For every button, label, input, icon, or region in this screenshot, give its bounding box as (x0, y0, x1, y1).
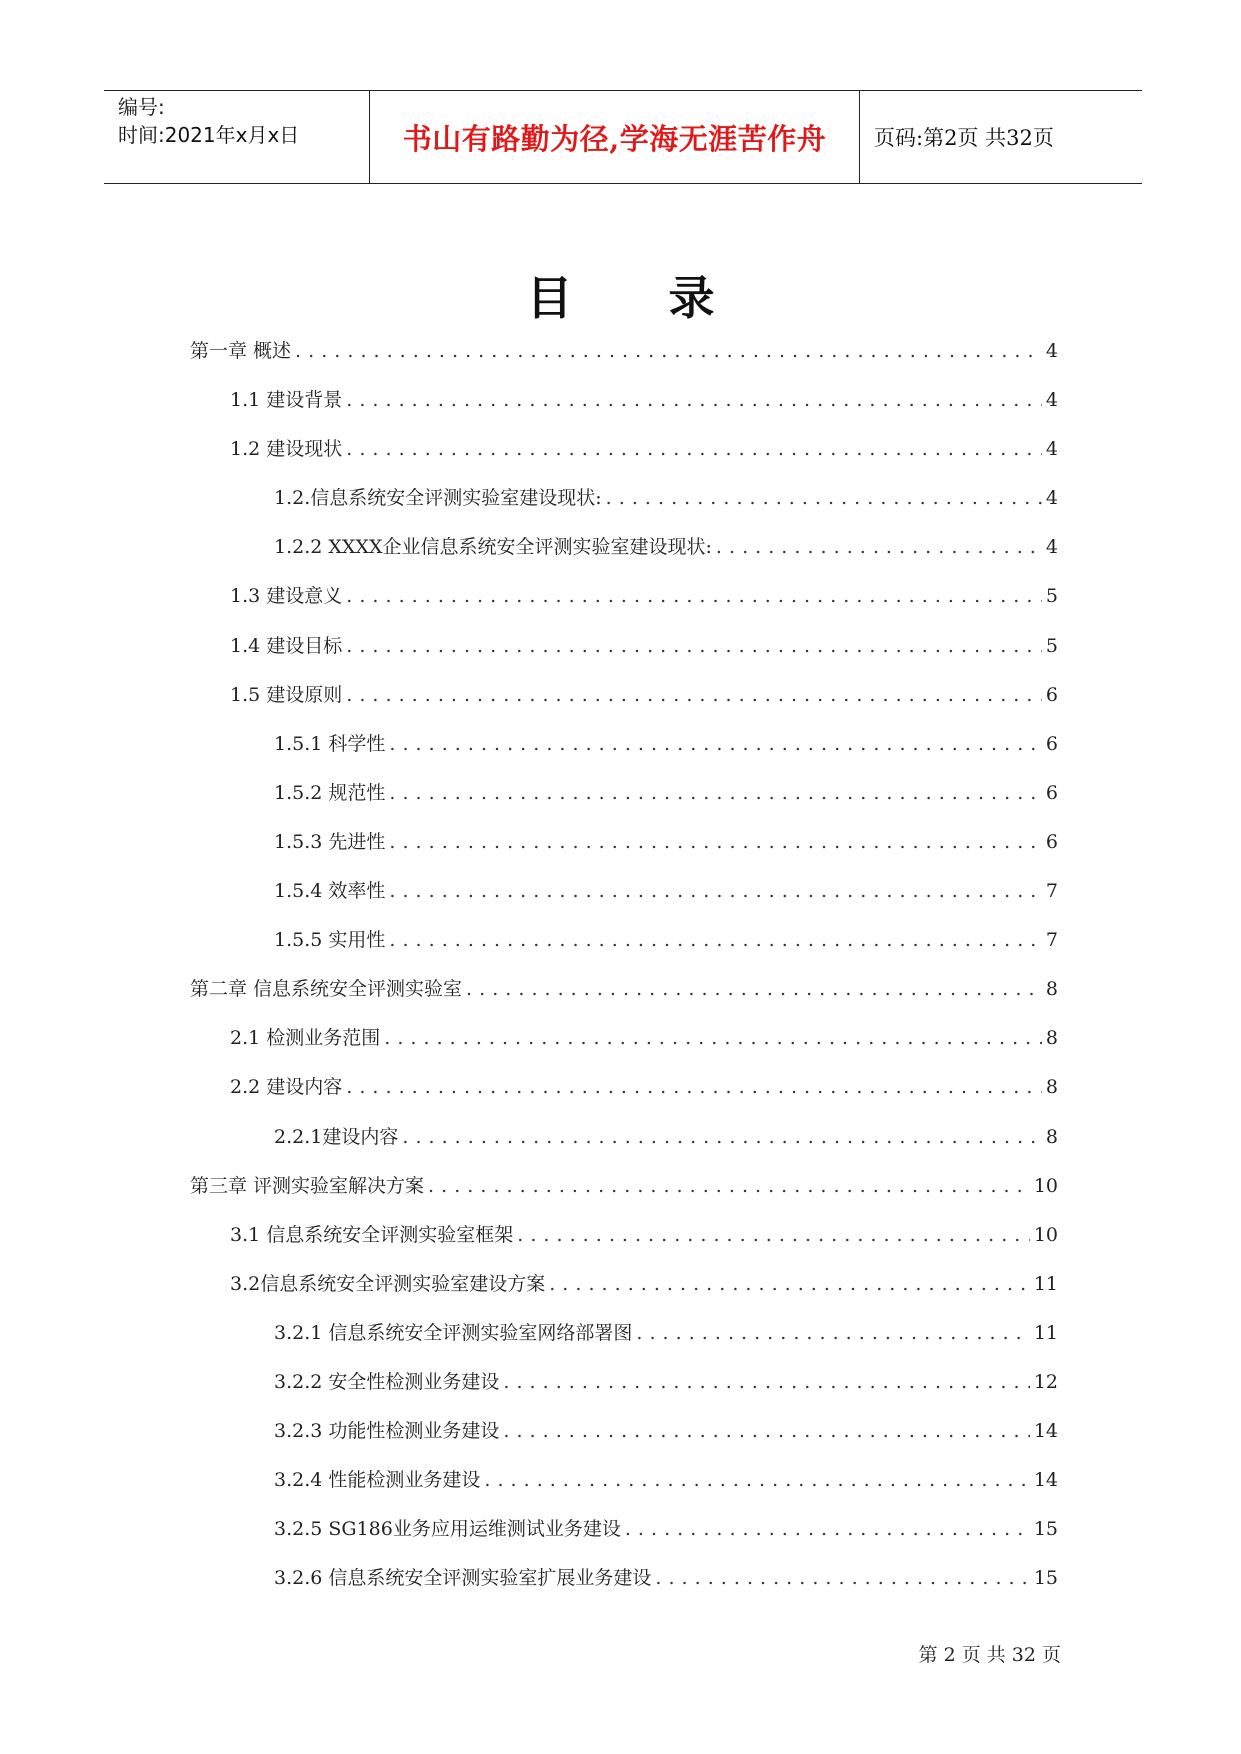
toc-entry[interactable] (0, 776, 1241, 825)
toc-entry-title: 3.2.2 安全性检测业务建设 (274, 1370, 500, 1393)
toc-leader-dots (402, 1120, 1042, 1154)
toc-title-char-2: 录 (668, 271, 715, 325)
toc-entry[interactable] (0, 1316, 1241, 1365)
toc-entry-page: 8 (1045, 1076, 1058, 1099)
toc-entry-title: 第三章 评测实验室解决方案 (190, 1174, 425, 1197)
toc-entry-page: 6 (1045, 683, 1058, 706)
header-page-label: 页码:第2页 共32页 (874, 126, 1054, 150)
toc-entry-page: 12 (1033, 1370, 1058, 1393)
toc-entry-page: 8 (1045, 1027, 1058, 1050)
toc-leader-dots (295, 334, 1042, 368)
toc-leader-dots (716, 530, 1042, 564)
toc-entry[interactable] (0, 334, 1241, 383)
toc-entry-title: 第一章 概述 (190, 340, 292, 362)
toc-leader-dots (484, 1463, 1029, 1497)
header-meta (104, 91, 370, 183)
toc-leader-dots (389, 727, 1042, 761)
toc-entry[interactable] (0, 1169, 1241, 1218)
toc-entry-page: 4 (1045, 389, 1058, 412)
toc-leader-dots (384, 1021, 1042, 1055)
toc-leader-dots (389, 923, 1042, 957)
toc-entry[interactable] (0, 1218, 1241, 1267)
toc-entry-page: 4 (1045, 536, 1058, 559)
toc-entry-page: 4 (1045, 487, 1058, 510)
toc-leader-dots (346, 432, 1042, 466)
toc-entry-title: 3.2.6 信息系统安全评测实验室扩展业务建设 (274, 1567, 652, 1590)
header-motto: 书山有路勤为径,学海无涯苦作舟 (370, 91, 860, 183)
toc-entry[interactable] (0, 1120, 1241, 1169)
toc-entry-title: 1.5.4 效率性 (274, 880, 386, 903)
toc-entry[interactable] (0, 629, 1241, 678)
toc-leader-dots (346, 629, 1042, 663)
toc-entry-page: 5 (1045, 585, 1058, 608)
toc-entry-title: 1.5.3 先进性 (274, 830, 386, 853)
toc-entry[interactable] (0, 1021, 1241, 1070)
toc-entry[interactable] (0, 1414, 1241, 1463)
document-number-label: 编号: (118, 95, 165, 119)
toc-leader-dots (503, 1365, 1029, 1399)
toc-title-char-1: 目 (526, 271, 573, 325)
toc-entry-title: 2.1 检测业务范围 (230, 1027, 381, 1050)
toc-entry[interactable] (0, 874, 1241, 923)
toc-entry-title: 1.3 建设意义 (230, 585, 343, 608)
toc-title (0, 262, 1241, 328)
toc-entry[interactable] (0, 923, 1241, 972)
toc-entry[interactable] (0, 825, 1241, 874)
toc-entry-title: 3.2.1 信息系统安全评测实验室网络部署图 (274, 1321, 633, 1344)
toc-leader-dots (606, 481, 1042, 515)
page-header (104, 90, 1142, 184)
toc-leader-dots (346, 579, 1042, 613)
toc-entry-page: 7 (1045, 929, 1058, 952)
toc-entry-page: 8 (1045, 978, 1058, 1001)
toc-entry-page: 5 (1045, 634, 1058, 657)
toc-leader-dots (466, 972, 1042, 1006)
toc-entry-title: 3.2.5 SG186业务应用运维测试业务建设 (274, 1518, 621, 1541)
toc-entry[interactable] (0, 1267, 1241, 1316)
toc-entry-title: 1.5 建设原则 (230, 683, 343, 706)
toc-leader-dots (346, 1070, 1042, 1104)
toc-leader-dots (655, 1561, 1029, 1595)
toc-leader-dots (503, 1414, 1029, 1448)
toc-entry[interactable] (0, 972, 1241, 1021)
toc-entry-page: 14 (1033, 1469, 1058, 1492)
toc-entry-page: 11 (1033, 1272, 1058, 1295)
toc-entry-title: 3.2.3 功能性检测业务建设 (274, 1420, 500, 1443)
toc-entry[interactable] (0, 1365, 1241, 1414)
toc-entry-title: 3.1 信息系统安全评测实验室框架 (230, 1223, 514, 1246)
toc-entry-page: 4 (1045, 340, 1058, 362)
toc-leader-dots (549, 1267, 1030, 1301)
toc-entry[interactable] (0, 481, 1241, 530)
toc-leader-dots (346, 383, 1042, 417)
toc-leader-dots (389, 825, 1042, 859)
toc-entry[interactable] (0, 678, 1241, 727)
toc-entry-page: 10 (1033, 1174, 1058, 1197)
toc-entry[interactable] (0, 383, 1241, 432)
toc-entry-page: 15 (1033, 1567, 1058, 1590)
toc-entry-title: 2.2.1建设内容 (274, 1125, 399, 1148)
toc-entry-page: 4 (1045, 438, 1058, 461)
toc-entry-page: 15 (1033, 1518, 1058, 1541)
toc-entry[interactable] (0, 1463, 1241, 1512)
toc-leader-dots (517, 1218, 1030, 1252)
toc-entry[interactable] (0, 1070, 1241, 1119)
toc-entry-title: 1.5.1 科学性 (274, 732, 386, 755)
toc-entry-title: 2.2 建设内容 (230, 1076, 343, 1099)
toc-entry-page: 11 (1033, 1321, 1058, 1344)
toc-leader-dots (625, 1512, 1030, 1546)
toc-entry-title: 1.2.2 XXXX企业信息系统安全评测实验室建设现状: (274, 536, 712, 559)
toc-entry-page: 7 (1045, 880, 1058, 903)
toc-entry[interactable] (0, 1561, 1241, 1610)
toc-leader-dots (428, 1169, 1030, 1203)
toc-entry-page: 10 (1033, 1223, 1058, 1246)
toc-entry-title: 1.5.5 实用性 (274, 929, 386, 952)
toc-leader-dots (389, 776, 1042, 810)
table-of-contents (0, 334, 1241, 1610)
document-time-label: 时间:2021年x月x日 (118, 123, 300, 147)
toc-entry-page: 6 (1045, 830, 1058, 853)
toc-leader-dots (346, 678, 1042, 712)
toc-entry-title: 第二章 信息系统安全评测实验室 (190, 978, 463, 1001)
toc-entry-page: 6 (1045, 732, 1058, 755)
toc-entry-page: 8 (1045, 1125, 1058, 1148)
toc-entry-title: 1.4 建设目标 (230, 634, 343, 657)
toc-entry[interactable] (0, 579, 1241, 628)
toc-leader-dots (389, 874, 1042, 908)
toc-entry-title: 3.2信息系统安全评测实验室建设方案 (230, 1272, 546, 1295)
toc-entry-title: 1.2 建设现状 (230, 438, 343, 461)
toc-entry[interactable] (0, 432, 1241, 481)
toc-entry[interactable] (0, 1512, 1241, 1561)
toc-entry-page: 6 (1045, 781, 1058, 804)
toc-entry-title: 1.2.信息系统安全评测实验室建设现状: (274, 487, 602, 510)
toc-entry-title: 1.1 建设背景 (230, 389, 343, 412)
toc-entry-page: 14 (1033, 1420, 1058, 1443)
toc-leader-dots (636, 1316, 1029, 1350)
toc-entry[interactable] (0, 530, 1241, 579)
toc-entry-title: 1.5.2 规范性 (274, 781, 386, 804)
toc-entry-title: 3.2.4 性能检测业务建设 (274, 1469, 481, 1492)
toc-entry[interactable] (0, 727, 1241, 776)
page-footer: 第 2 页 共 32 页 (918, 1644, 1061, 1666)
